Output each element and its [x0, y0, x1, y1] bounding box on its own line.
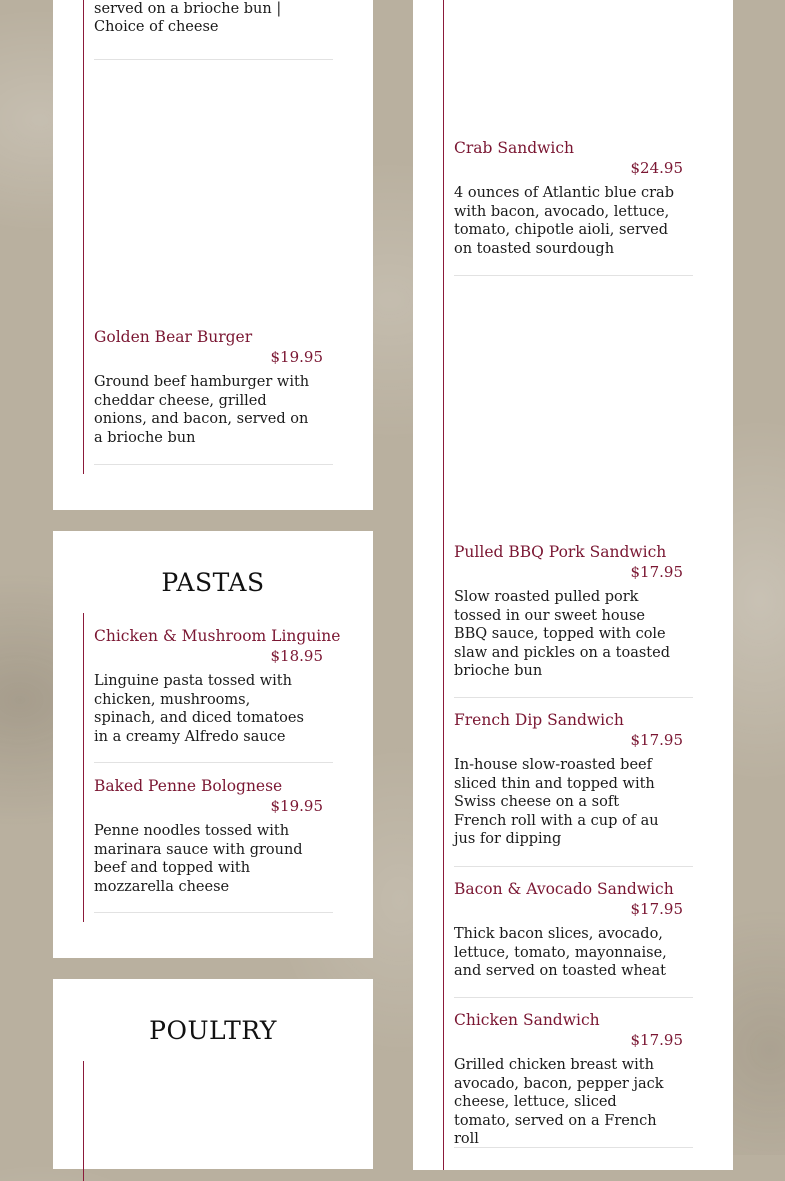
menu-item-bacon-avocado-sandwich[interactable]	[454, 880, 693, 998]
item-price: $17.95	[630, 731, 683, 749]
section-title-pastas: PASTAS	[161, 568, 265, 597]
item-name: Chicken & Mushroom Linguine	[94, 627, 341, 645]
item-name: Baked Penne Bolognese	[94, 777, 283, 795]
item-price: $19.95	[270, 797, 323, 815]
menu-item-baked-penne-bolognese[interactable]	[94, 777, 333, 913]
menu-item-chicken-sandwich[interactable]	[454, 1011, 693, 1148]
section-title-poultry: POULTRY	[149, 1016, 277, 1045]
item-description: 4 ounces of Atlantic blue crab with bacon, avocado, lettuce, tomato, chipotle aioli, served on toasted sourdough	[454, 185, 674, 257]
item-description: In-house slow-roasted beef sliced thin and topped with Swiss cheese on a soft French roll with a cup of au jus for dipping	[454, 757, 659, 848]
item-name: Bacon & Avocado Sandwich	[454, 880, 674, 898]
menu-item-crab-sandwich[interactable]	[454, 139, 693, 276]
item-name: Chicken Sandwich	[454, 1011, 600, 1029]
sandwiches-item-list	[443, 0, 694, 1170]
item-description: served on a brioche bun | Choice of cheese	[94, 0, 282, 36]
pastas-card	[53, 531, 373, 958]
item-price: $24.95	[630, 159, 683, 177]
item-price: $18.95	[270, 647, 323, 665]
menu-item-chicken-mushroom-linguine[interactable]	[94, 627, 341, 763]
item-description: Thick bacon slices, avocado, lettuce, tomato, mayonnaise, and served on toasted wheat	[454, 926, 667, 980]
menu-item-pulled-bbq-pork-sandwich[interactable]	[454, 543, 693, 698]
poultry-card	[53, 979, 373, 1169]
item-price: $17.95	[630, 1031, 683, 1049]
item-price: $17.95	[630, 900, 683, 918]
burgers-item-list	[83, 0, 334, 474]
item-description: Grilled chicken breast with avocado, bacon, pepper jack cheese, lettuce, sliced tomato, served on a French roll	[454, 1057, 664, 1148]
sandwiches-card	[413, 0, 733, 1170]
pastas-item-list	[83, 613, 341, 922]
burgers-card	[53, 0, 373, 510]
menu-item-french-dip-sandwich[interactable]	[454, 711, 693, 867]
item-name: Golden Bear Burger	[94, 328, 253, 346]
item-description: Penne noodles tossed with marinara sauce with ground beef and topped with mozzarella cheese	[94, 823, 303, 895]
item-price: $19.95	[270, 348, 323, 366]
item-name: Pulled BBQ Pork Sandwich	[454, 543, 667, 561]
poultry-item-list	[83, 1061, 334, 1181]
menu-item-golden-bear-burger[interactable]	[94, 328, 333, 465]
item-description: Linguine pasta tossed with chicken, mushrooms, spinach, and diced tomatoes in a creamy Alfredo sauce	[94, 673, 304, 745]
menu-item-partial	[94, 0, 333, 60]
item-price: $17.95	[630, 563, 683, 581]
item-name: Crab Sandwich	[454, 139, 575, 157]
item-name: French Dip Sandwich	[454, 711, 624, 729]
item-description: Slow roasted pulled pork tossed in our sweet house BBQ sauce, topped with cole slaw and pickles on a toasted brioche bun	[454, 589, 670, 680]
item-description: Ground beef hamburger with cheddar cheese, grilled onions, and bacon, served on a brioche bun	[94, 374, 310, 446]
